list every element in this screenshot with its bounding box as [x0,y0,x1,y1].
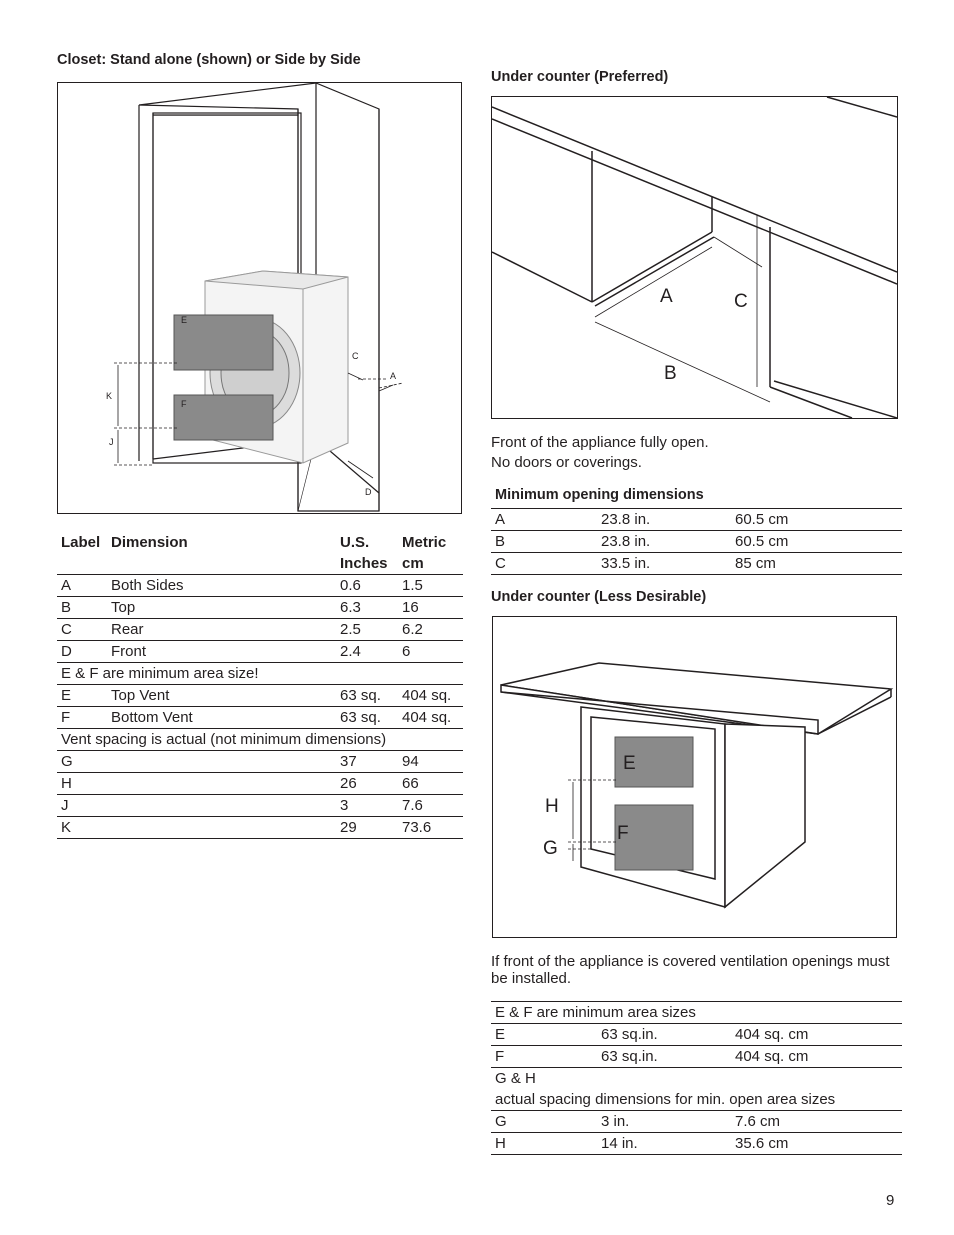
table-note: E & F are minimum area sizes [491,1002,902,1024]
label-j: J [109,437,114,447]
label-e: E [623,753,636,774]
min-opening-table [491,508,902,575]
caption-preferred-line2: No doors or coverings. [491,454,642,471]
table-row: E Top Vent 63 sq. 404 sq. [57,685,463,707]
table-row: D Front 2.4 6 [57,641,463,663]
area-sizes-table [491,1001,902,1155]
header-us: U.S. [340,534,370,551]
table-row: B 23.8 in. 60.5 cm [491,531,902,553]
table-row: F 63 sq.in. 404 sq. cm [491,1046,902,1068]
table-row: E 63 sq.in. 404 sq. cm [491,1024,902,1046]
label-a: A [660,286,673,307]
closet-diagram [57,82,462,514]
label-c: C [734,291,748,312]
label-f: F [181,399,187,409]
label-b: B [664,363,677,384]
label-e: E [181,315,188,325]
label-k: K [106,391,113,401]
page-number: 9 [886,1192,895,1209]
label-g: G [543,838,558,859]
preferred-heading: Under counter (Preferred) [491,69,669,85]
closet-heading: Closet: Stand alone (shown) or Side by Side [57,52,361,68]
label-c: C [352,351,359,361]
table-row: K 29 73.6 [57,817,463,839]
table-row: B Top 6.3 16 [57,597,463,619]
min-opening-title: Minimum opening dimensions [495,487,704,503]
table-row: H 14 in. 35.6 cm [491,1133,902,1155]
table-row: C 33.5 in. 85 cm [491,553,902,575]
header-metric: Metric [402,534,447,551]
label-d: D [365,487,372,497]
table-note: actual spacing dimensions for min. open area sizes [495,1091,836,1108]
table-note: E & F are minimum area size! [57,663,463,685]
less-desirable-heading: Under counter (Less Desirable) [491,589,707,605]
table-row: J 3 7.6 [57,795,463,817]
table-row: C Rear 2.5 6.2 [57,619,463,641]
table-row: H 26 66 [57,773,463,795]
label-h: H [545,796,559,817]
caption-preferred-line1: Front of the appliance fully open. [491,434,709,451]
header-metric-unit: cm [402,555,424,572]
table-note: Vent spacing is actual (not minimum dimensions) [57,729,463,751]
table-row: A 23.8 in. 60.5 cm [491,509,902,531]
table-row: F Bottom Vent 63 sq. 404 sq. [57,707,463,729]
under-counter-less-desirable-diagram [492,616,897,938]
under-counter-preferred-diagram [491,96,898,419]
caption-less-desirable: If front of the appliance is covered ventilation openings must be installed. [491,953,890,987]
table-note: G & H [491,1068,902,1090]
header-us-unit: Inches [340,555,388,572]
label-f: F [617,823,629,844]
table-row: A Both Sides 0.6 1.5 [57,575,463,597]
label-a: A [390,371,397,381]
header-label: Label [61,534,101,551]
table-row: G 37 94 [57,751,463,773]
closet-dimensions-table [57,532,463,839]
table-row: G 3 in. 7.6 cm [491,1111,902,1133]
header-dimension: Dimension [111,534,188,551]
